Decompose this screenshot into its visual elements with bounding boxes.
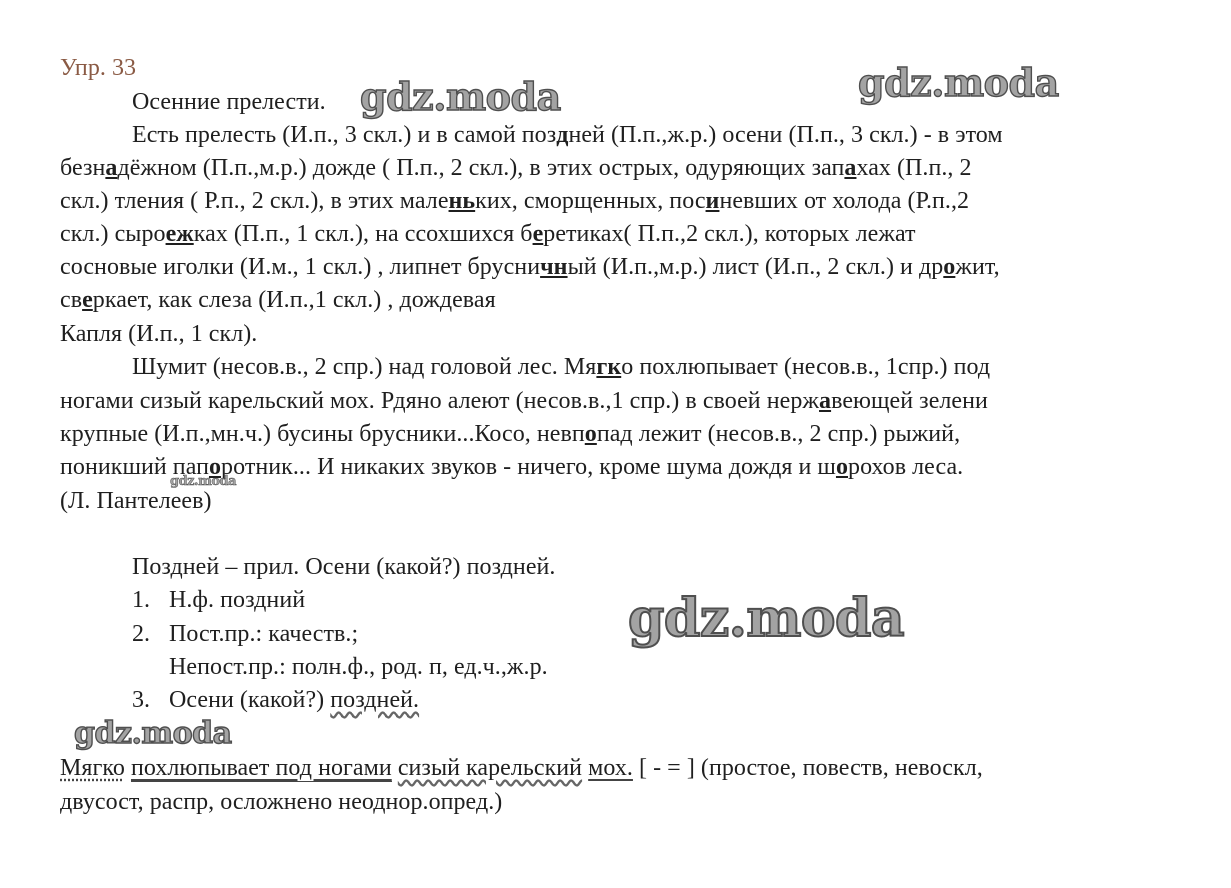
sentence-line1: Мягко похлюпывает под ногами сизый карельский мох. [ - = ] (простое, повеств, невоскл, <box>60 755 983 781</box>
paragraph2-line3: крупные (И.п.,мн.ч.) бусины брусники...Косо, невпопад лежит (несов.в., 2 спр.) рыжий, <box>60 421 961 447</box>
sentence-line2: двусост, распр, осложнено неоднор.опред.) <box>60 789 503 815</box>
text-heading: Осенние прелести. <box>132 89 326 115</box>
analysis-intro: Поздней – прил. Осени (какой?) поздней. <box>132 554 556 580</box>
paragraph2-line4: поникший папоротник... И никаких звуков - ничего, кроме шума дождя и шорохов леса. <box>60 454 964 480</box>
paragraph1-line3: скл.) тления ( Р.п., 2 скл.), в этих маленьких, сморщенных, посиневших от холода (Р.п.,2 <box>60 188 970 214</box>
exercise-title: Упр. 33 <box>60 55 137 81</box>
paragraph1-line1: Есть прелесть (И.п., 3 скл.) и в самой поздней (П.п.,ж.р.) осени (П.п., 3 скл.) - в этом <box>132 122 1003 148</box>
watermark-logo: gdz.moda <box>74 716 232 751</box>
analysis-item-1: 1. Н.ф. поздний <box>132 587 306 613</box>
paragraph1-line5: сосновые иголки (И.м., 1 скл.) , липнет брусничный (И.п.,м.р.) лист (И.п., 2 скл.) и дрожит, <box>60 254 1000 280</box>
paragraph1-line2: безнадёжном (П.п.,м.р.) дожде ( П.п., 2 скл.), в этих острых, одуряющих запахах (П.п., 2 <box>60 155 972 181</box>
paragraph1-line4: скл.) сыроежках (П.п., 1 скл.), на ссохшихся беретиках( П.п.,2 скл.), которых лежат <box>60 221 916 247</box>
watermark-logo-small: gdz.moda <box>170 474 237 489</box>
watermark-logo: gdz.moda <box>858 60 1059 105</box>
watermark-logo: gdz.moda <box>628 588 905 649</box>
paragraph2-line2: ногами сизый карельский мох. Рдяно алеют (несов.в.,1 спр.) в своей нержавеющей зелени <box>60 388 988 414</box>
paragraph2-author: (Л. Пантелеев) <box>60 488 212 514</box>
paragraph2-line1: Шумит (несов.в., 2 спр.) над головой лес. Мягко похлюпывает (несов.в., 1спр.) под <box>132 354 991 380</box>
analysis-item-2b: Непост.пр.: полн.ф., род. п, ед.ч.,ж.р. <box>169 654 548 680</box>
analysis-item-2: 2. Пост.пр.: качеств.; <box>132 621 359 647</box>
paragraph1-line6: сверкает, как слеза (И.п.,1 скл.) , дождевая <box>60 287 496 313</box>
watermark-logo: gdz.moda <box>360 74 561 119</box>
analysis-item-3: 3. Осени (какой?) поздней. <box>132 687 420 713</box>
paragraph1-line7: Капля (И.п., 1 скл). <box>60 321 258 347</box>
